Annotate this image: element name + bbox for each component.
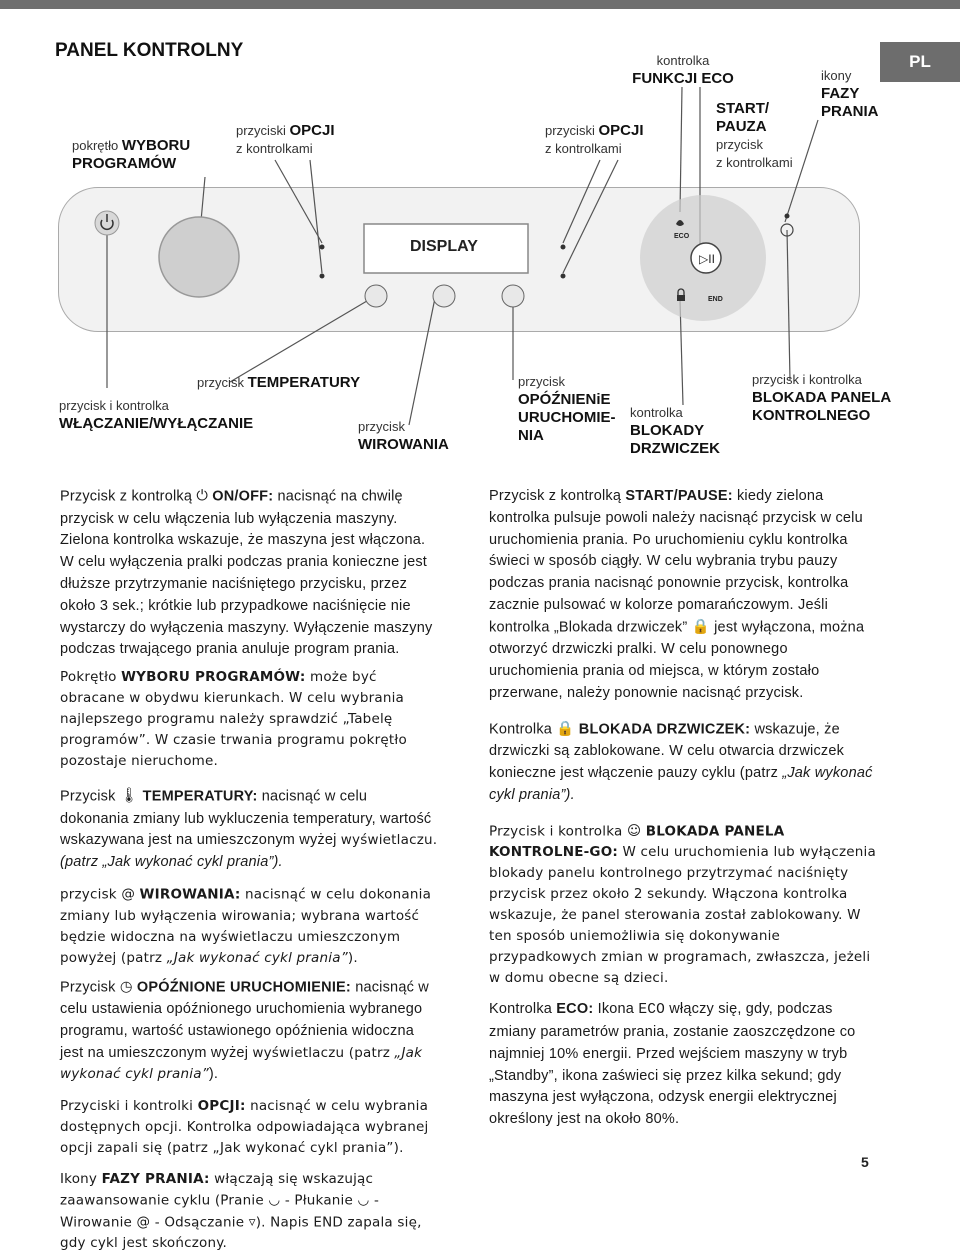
- end-indicator: END: [708, 296, 723, 303]
- para-panel-lock: Przycisk i kontrolka ☺ BLOKADA PANELA KONTROLNE-GO: W celu uruchomienia lub wyłączenia blokady panelu kontrolnego przytrzymać naciśnięty przycisk przez około 2 sekundy. Włączona kontrolka wskazuje, że panel sterowania został zablokowany. W ten sposób uniemożliwia się dokonywanie przypadkowych zmian w programach, zwłaszcza, jeżeli w domu obecne są dzieci.: [489, 822, 876, 987]
- spin-button[interactable]: [433, 285, 455, 307]
- clock-icon: ◷: [119, 978, 133, 995]
- para-program-knob: Pokrętło WYBORU PROGRAMÓW: może być obracane w obydwu kierunkach. W celu wybrania najlepszego programu należy sprawdzić „Tabelę programów”. W czasie trwania programu pokrętło pozostaje nieruchome.: [60, 669, 407, 770]
- power-icon: ⏻: [196, 488, 209, 504]
- svg-text:▷II: ▷II: [699, 252, 715, 266]
- label-option-buttons-2: przyciski OPCJI z kontrolkami: [545, 122, 644, 156]
- right-column: [489, 486, 881, 1131]
- page-number: 5: [861, 1154, 869, 1170]
- para-door-lock: Kontrolka 🔒 BLOKADA DRZWICZEK: wskazuje, że drzwiczki są zablokowane. W celu otwarcia drzwiczek konieczne jest włączenie pauzy cyklu (patrz „Jak wykonać cykl prania”).: [489, 720, 873, 803]
- display-label: DISPLAY: [410, 238, 478, 255]
- eco-indicator: ECO: [674, 233, 690, 240]
- para-on-off: Przycisk z kontrolką ⏻ ON/OFF: nacisnąć na chwilę przycisk w celu włączenia lub wyłączenia maszyny. Zielona kontrolka wskazuje, że maszyna jest włączona. W celu wyłączenia pralki podczas prania konieczne jest dłuższe przytrzymanie naciśniętego przycisku, przez około 3 sek.; krótkie lub przypadkowe naciśnięcie nie wystarczy do wyłączenia maszyny. Wyłączenie maszyny podczas trwającego prania anuluje program prania.: [60, 488, 433, 658]
- drain-icon: ▿: [248, 1213, 256, 1230]
- para-temperature: Przycisk 🌡 TEMPERATURY: nacisnąć w celu dokonania zmiany lub wykluczenia temperatury, wartość wskazywana jest na umieszczonym wyżej wyświetlaczu. (patrz „Jak wykonać cykl prania”).: [60, 788, 438, 871]
- wash-icon: ◡: [268, 1192, 281, 1209]
- delay-start-button[interactable]: [502, 285, 524, 307]
- label-program-knob: pokrętło WYBORU PROGRAMÓW: [72, 137, 191, 172]
- label-delay-start: przycisk OPÓŹNIENiE URUCHOMIE- NIA: [518, 374, 616, 444]
- program-knob[interactable]: [159, 217, 239, 297]
- para-wash-phases: Ikony FAZY PRANIA: włączają się wskazując zaawansowanie cyklu (Pranie ◡ - Płukanie ◡ - Wirowanie @ - Odsączanie ▿). Napis END zapala się, gdy cykl jest skończony.: [60, 1171, 422, 1252]
- label-panel-lock: przycisk i kontrolka BLOKADA PANELA KONTROLNEGO: [752, 372, 892, 424]
- page-title: PANEL KONTROLNY: [55, 40, 244, 61]
- spin-phase-icon: @: [136, 1213, 151, 1230]
- para-eco: Kontrolka ECO: Ikona ECO włączy się, gdy, podczas zmiany parametrów prania, zostanie zaoszczędzone co najmniej 10% energii. Przed wejściem maszyny w tryb „Standby”, ikona zaświeci się przez kilka sekund; gdy maszyna jest wyłączona, odzysk energii elektrycznej określony jest na około 80%.: [489, 1001, 856, 1128]
- label-start-pause: START/ PAUZA przycisk z kontrolkami: [716, 100, 793, 170]
- para-options: Przyciski i kontrolki OPCJI: nacisnąć w celu wybrania dostępnych opcji. Kontrolka odpowiadająca wybranej opcji zapali się (patrz „Jak wykonać cykl prania”).: [60, 1098, 429, 1157]
- lock-icon: 🔒: [691, 618, 710, 635]
- thermometer-icon: 🌡: [119, 788, 139, 805]
- label-spin: przycisk WIROWANIA: [358, 419, 449, 453]
- label-eco: kontrolka FUNKCJI ECO: [632, 53, 734, 87]
- label-option-buttons-1: przyciski OPCJI z kontrolkami: [236, 122, 335, 156]
- para-start-pause: Przycisk z kontrolką START/PAUSE: kiedy zielona kontrolka pulsuje powoli należy nacisnąć przycisk w celu uruchomienia prania. Po uruchomieniu cyklu kontrolka świeci w sposób ciągły. W celu wybrania trybu pauzy podczas prania nacisnąć ponownie przycisk, kontrolka zacznie pulsować w kolorze pomarańczowym. Jeśli kontrolka „Blokada drzwiczek” 🔒 jest wyłączona, można otworzyć drzwiczki pralki. W celu ponownego uruchomienia prania od miejsca, w którym zostało przerwane, należy ponownie nacisnąć przycisk.: [489, 488, 865, 701]
- door-lock-icon: 🔒: [556, 720, 575, 737]
- label-on-off: przycisk i kontrolka WŁĄCZANIE/WYŁĄCZANIE: [59, 398, 254, 432]
- temperature-button[interactable]: [365, 285, 387, 307]
- spin-icon: @: [121, 886, 136, 903]
- para-delay-start: Przycisk ◷ OPÓŹNIONE URUCHOMIENIE: nacisnąć w celu ustawienia opóźnionego uruchomienia wybranego programu, wartość ustawionego opóźnienia widoczna jest na umieszczonym wyżej wyświetlaczu (patrz „Jak wykonać cykl prania”).: [60, 978, 429, 1083]
- left-column: [60, 486, 438, 1254]
- label-temperature: przycisk TEMPERATURY: [197, 374, 361, 391]
- child-lock-icon: ☺: [626, 822, 642, 839]
- label-wash-phases: ikony FAZY PRANIA: [821, 68, 879, 120]
- label-door-lock: kontrolka BLOKADY DRZWICZEK: [630, 405, 720, 457]
- language-tab: PL: [880, 42, 960, 82]
- para-spin: przycisk @ WIROWANIA: nacisnąć w celu dokonania zmiany lub wyłączenia wirowania; wybrana wartość będzie widoczna na wyświetlaczu umieszczonym powyżej (patrz „Jak wykonać cykl prania”).: [60, 886, 432, 966]
- rinse-icon: ◡: [357, 1192, 370, 1209]
